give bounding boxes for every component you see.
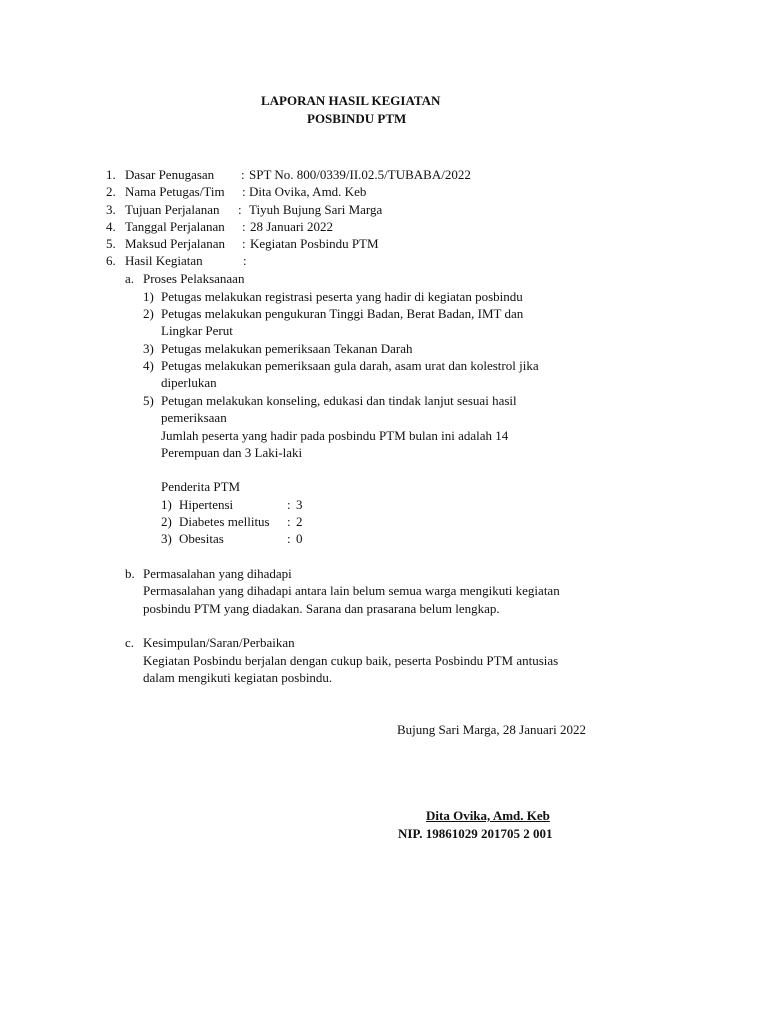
section-a-heading: Proses Pelaksanaan [143, 271, 245, 286]
attendance-line2: Perempuan dan 3 Laki-laki [161, 445, 303, 460]
signature-nip: NIP. 19861029 201705 2 001 [398, 826, 553, 841]
info-3-label: Tujuan Perjalanan [125, 202, 220, 217]
step-5-num: 5) [143, 393, 154, 408]
document-title-line2: POSBINDU PTM [307, 111, 407, 126]
info-1-num: 1. [106, 167, 116, 182]
patient-1-name: Hipertensi [179, 497, 234, 512]
info-5-sep: : [242, 236, 246, 251]
patients-heading: Penderita PTM [161, 479, 241, 494]
info-4-num: 4. [106, 219, 116, 234]
info-2-num: 2. [106, 184, 116, 199]
section-a-letter: a. [125, 271, 135, 286]
step-2-text-line2: Lingkar Perut [161, 323, 233, 338]
step-3-text: Petugas melakukan pemeriksaan Tekanan Darah [161, 341, 413, 356]
step-1-text: Petugas melakukan registrasi peserta yang hadir di kegiatan posbindu [161, 289, 523, 304]
section-b-line2: posbindu PTM yang diadakan. Sarana dan prasarana belum lengkap. [143, 601, 500, 616]
patient-2-count: 2 [296, 514, 303, 529]
info-1-label: Dasar Penugasan [125, 167, 215, 182]
document-title-line1: LAPORAN HASIL KEGIATAN [261, 93, 441, 108]
patient-2-sep: : [287, 514, 291, 529]
step-5-text-line1: Petugan melakukan konseling, edukasi dan tindak lanjut sesuai hasil [161, 393, 517, 408]
patient-3-name: Obesitas [179, 531, 224, 546]
patient-1-sep: : [287, 497, 291, 512]
section-c-line2: dalam mengikuti kegiatan posbindu. [143, 670, 333, 685]
attendance-line1: Jumlah peserta yang hadir pada posbindu PTM bulan ini adalah 14 [161, 428, 509, 443]
section-c-heading: Kesimpulan/Saran/Perbaikan [143, 635, 295, 650]
info-3-num: 3. [106, 202, 116, 217]
info-3-sep: : [238, 202, 242, 217]
patient-2-num: 2) [161, 514, 172, 529]
step-5-text-line2: pemeriksaan [161, 410, 227, 425]
signature-name: Dita Ovika, Amd. Keb [426, 808, 550, 823]
patient-3-count: 0 [296, 531, 303, 546]
step-4-text-line1: Petugas melakukan pemeriksaan gula darah, asam urat dan kolestrol jika [161, 358, 539, 373]
patient-1-count: 3 [296, 497, 303, 512]
info-6-label: Hasil Kegiatan [125, 253, 203, 268]
info-2-label: Nama Petugas/Tim [125, 184, 225, 199]
info-2-sep: : [242, 184, 246, 199]
info-6-num: 6. [106, 253, 116, 268]
step-4-num: 4) [143, 358, 154, 373]
info-4-value: 28 Januari 2022 [250, 219, 334, 234]
step-2-num: 2) [143, 306, 154, 321]
step-2-text-line1: Petugas melakukan pengukuran Tinggi Badan, Berat Badan, IMT dan [161, 306, 524, 321]
info-5-num: 5. [106, 236, 116, 251]
patient-2-name: Diabetes mellitus [179, 514, 270, 529]
info-4-label: Tanggal Perjalanan [125, 219, 225, 234]
info-3-value: Tiyuh Bujung Sari Marga [249, 202, 383, 217]
patient-1-num: 1) [161, 497, 172, 512]
section-b-letter: b. [125, 566, 135, 581]
info-1-sep: : [241, 167, 245, 182]
section-c-letter: c. [125, 635, 135, 650]
section-b-heading: Permasalahan yang dihadapi [143, 566, 292, 581]
step-4-text-line2: diperlukan [161, 375, 217, 390]
info-4-sep: : [242, 219, 246, 234]
step-1-num: 1) [143, 289, 154, 304]
section-c-line1: Kegiatan Posbindu berjalan dengan cukup baik, peserta Posbindu PTM antusias [143, 653, 559, 668]
patient-3-sep: : [287, 531, 291, 546]
info-5-value: Kegiatan Posbindu PTM [250, 236, 379, 251]
info-2-value: Dita Ovika, Amd. Keb [249, 184, 367, 199]
info-1-value: SPT No. 800/0339/II.02.5/TUBABA/2022 [249, 167, 471, 182]
step-3-num: 3) [143, 341, 154, 356]
section-b-line1: Permasalahan yang dihadapi antara lain belum semua warga mengikuti kegiatan [143, 583, 560, 598]
patient-3-num: 3) [161, 531, 172, 546]
info-5-label: Maksud Perjalanan [125, 236, 226, 251]
signature-place-date: Bujung Sari Marga, 28 Januari 2022 [397, 722, 586, 737]
info-6-sep: : [243, 253, 247, 268]
